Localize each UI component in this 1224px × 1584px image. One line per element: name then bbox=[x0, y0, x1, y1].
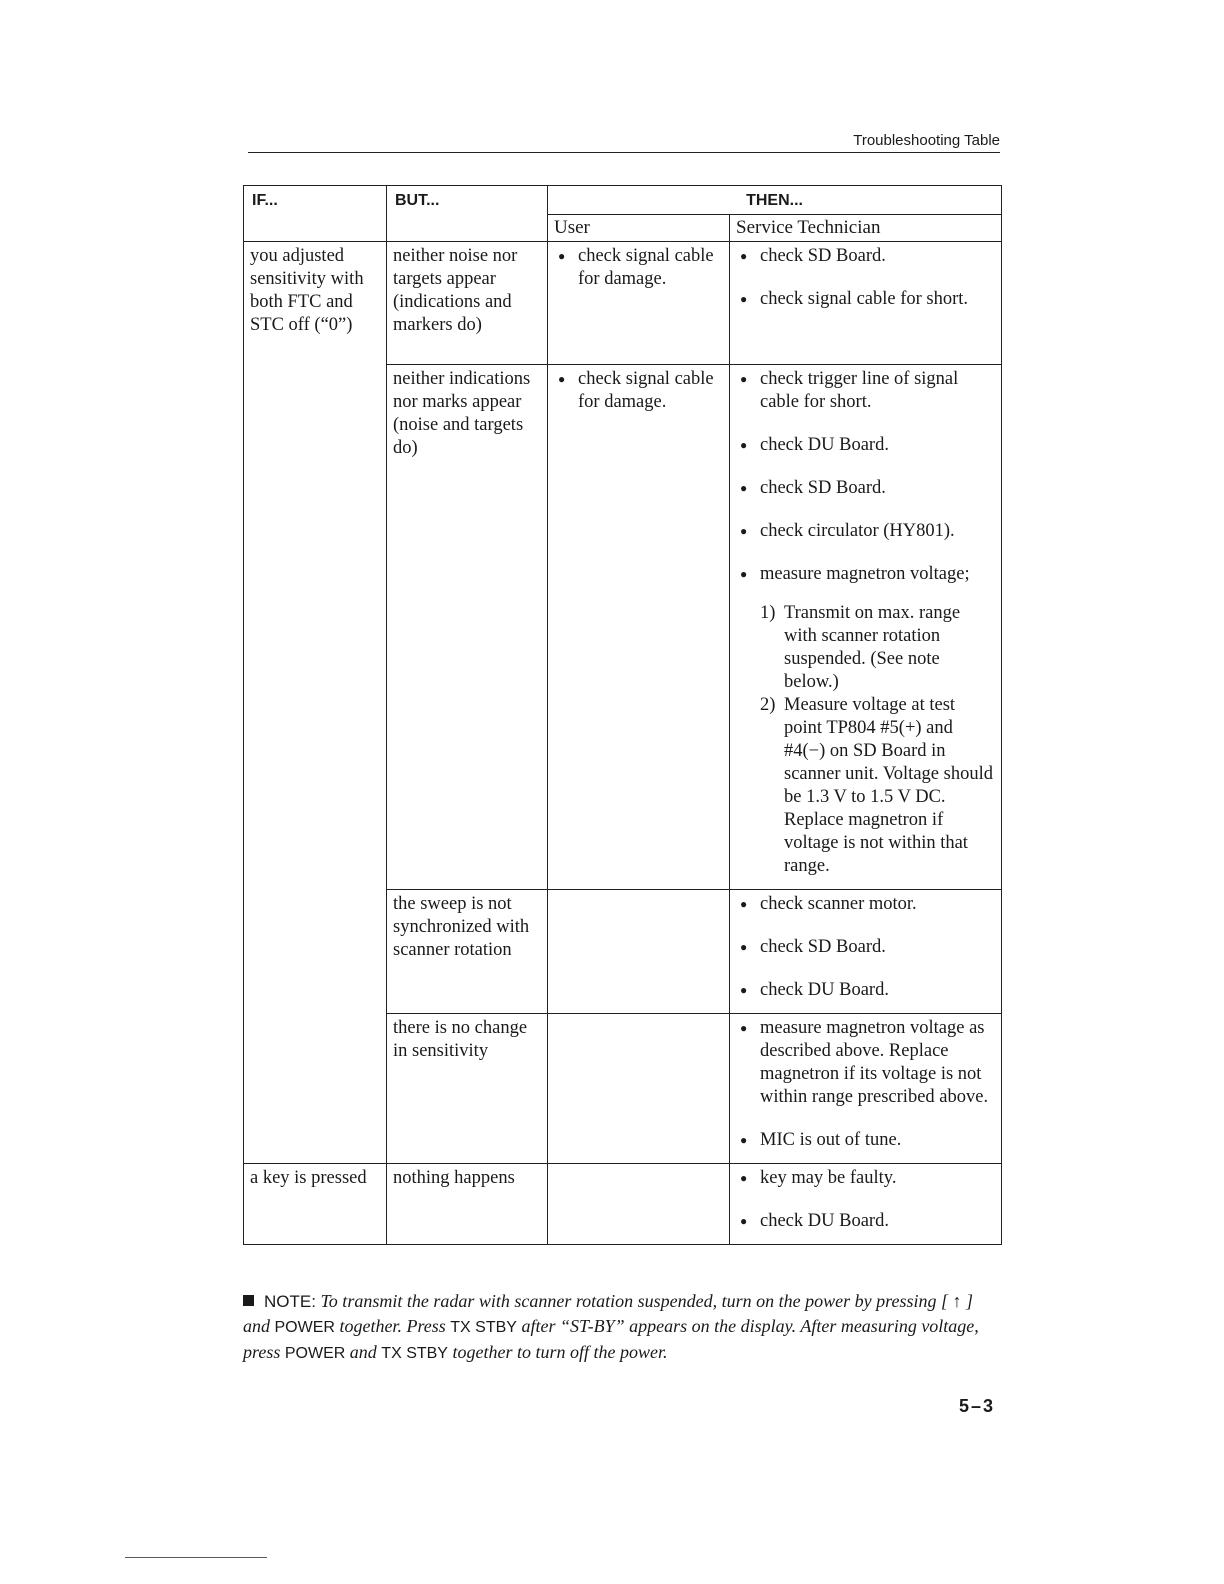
table-row bbox=[244, 242, 1002, 365]
technician-cell bbox=[730, 242, 1002, 365]
user-cell bbox=[548, 890, 730, 1014]
list-item: ● key may be faulty. bbox=[736, 1167, 995, 1190]
user-cell bbox=[548, 1164, 730, 1245]
header-then: THEN... bbox=[548, 186, 1002, 215]
list-item: ● check signal cable for short. bbox=[736, 288, 995, 311]
list-item: ● check circulator (HY801). bbox=[736, 520, 995, 543]
list-item: ● check DU Board. bbox=[736, 979, 995, 1002]
key-tx-stby: TX STBY bbox=[381, 1345, 448, 1362]
key-power: POWER bbox=[274, 1319, 335, 1336]
list-item: ● check signal cable for damage. bbox=[554, 368, 723, 414]
list-item: ● check DU Board. bbox=[736, 1210, 995, 1233]
table-row bbox=[244, 1164, 1002, 1245]
if-cell: you adjusted sensitivity with both FTC and STC off (“0”) bbox=[244, 242, 387, 1164]
list-item: ● check SD Board. bbox=[736, 936, 995, 959]
note-bullet-icon bbox=[243, 1295, 254, 1306]
header-but: BUT... bbox=[387, 186, 548, 242]
list-item: ● check SD Board. bbox=[736, 245, 995, 268]
key-tx-stby: TX STBY bbox=[450, 1319, 517, 1336]
list-item: ● check scanner motor. bbox=[736, 893, 995, 916]
but-cell: the sweep is not synchronized with scanner rotation bbox=[387, 890, 548, 1014]
header-if: IF... bbox=[244, 186, 387, 242]
but-cell: neither indications nor marks appear (noise and targets do) bbox=[387, 365, 548, 890]
page-number: 5–3 bbox=[958, 1396, 995, 1416]
user-cell bbox=[548, 365, 730, 890]
if-cell: a key is pressed bbox=[244, 1164, 387, 1245]
but-cell: nothing happens bbox=[387, 1164, 548, 1245]
note bbox=[243, 1289, 1001, 1366]
procedure-step: 1) Transmit on max. range with scanner rotation suspended. (See note below.) bbox=[760, 603, 961, 692]
bottom-divider bbox=[125, 1557, 267, 1558]
technician-cell bbox=[730, 890, 1002, 1014]
running-head-title: Troubleshooting Table bbox=[853, 132, 1000, 149]
note-label: NOTE: bbox=[264, 1292, 316, 1311]
procedure-step: 2) Measure voltage at test point TP804 #5(+) and #4(−) on SD Board in scanner unit. Voltage should be 1.3 V to 1.5 V DC. Replace magnetron if voltage is not within that range. bbox=[760, 695, 993, 876]
user-cell bbox=[548, 242, 730, 365]
but-cell: neither noise nor targets appear (indications and markers do) bbox=[387, 242, 548, 365]
measure-voltage-label: measure magnetron voltage; bbox=[760, 564, 970, 584]
list-item: ● check SD Board. bbox=[736, 477, 995, 500]
procedure-steps bbox=[760, 602, 995, 878]
technician-cell bbox=[730, 1164, 1002, 1245]
but-cell: there is no change in sensitivity bbox=[387, 1014, 548, 1164]
running-head bbox=[248, 130, 1000, 153]
list-item: ● MIC is out of tune. bbox=[736, 1129, 995, 1152]
list-item bbox=[736, 563, 995, 878]
note-text: To transmit the radar with scanner rotation suspended, turn on the power by pressing [ ↑ ] and POWER together. Press TX STBY after “ST-BY” appears on the display. After measuring voltage, press POWER and TX STBY together to turn off the power. bbox=[243, 1291, 979, 1362]
header-user: User bbox=[548, 215, 730, 242]
list-item: ● measure magnetron voltage as described above. Replace magnetron if its voltage is not within range prescribed above. bbox=[736, 1017, 995, 1109]
list-item: ● check trigger line of signal cable for short. bbox=[736, 368, 995, 414]
key-power: POWER bbox=[284, 1345, 346, 1362]
troubleshooting-table bbox=[243, 185, 1002, 1245]
user-cell bbox=[548, 1014, 730, 1164]
list-item: ● check signal cable for damage. bbox=[554, 245, 723, 291]
technician-cell bbox=[730, 365, 1002, 890]
technician-cell bbox=[730, 1014, 1002, 1164]
list-item: ● check DU Board. bbox=[736, 434, 995, 457]
header-service-technician: Service Technician bbox=[730, 215, 1002, 242]
